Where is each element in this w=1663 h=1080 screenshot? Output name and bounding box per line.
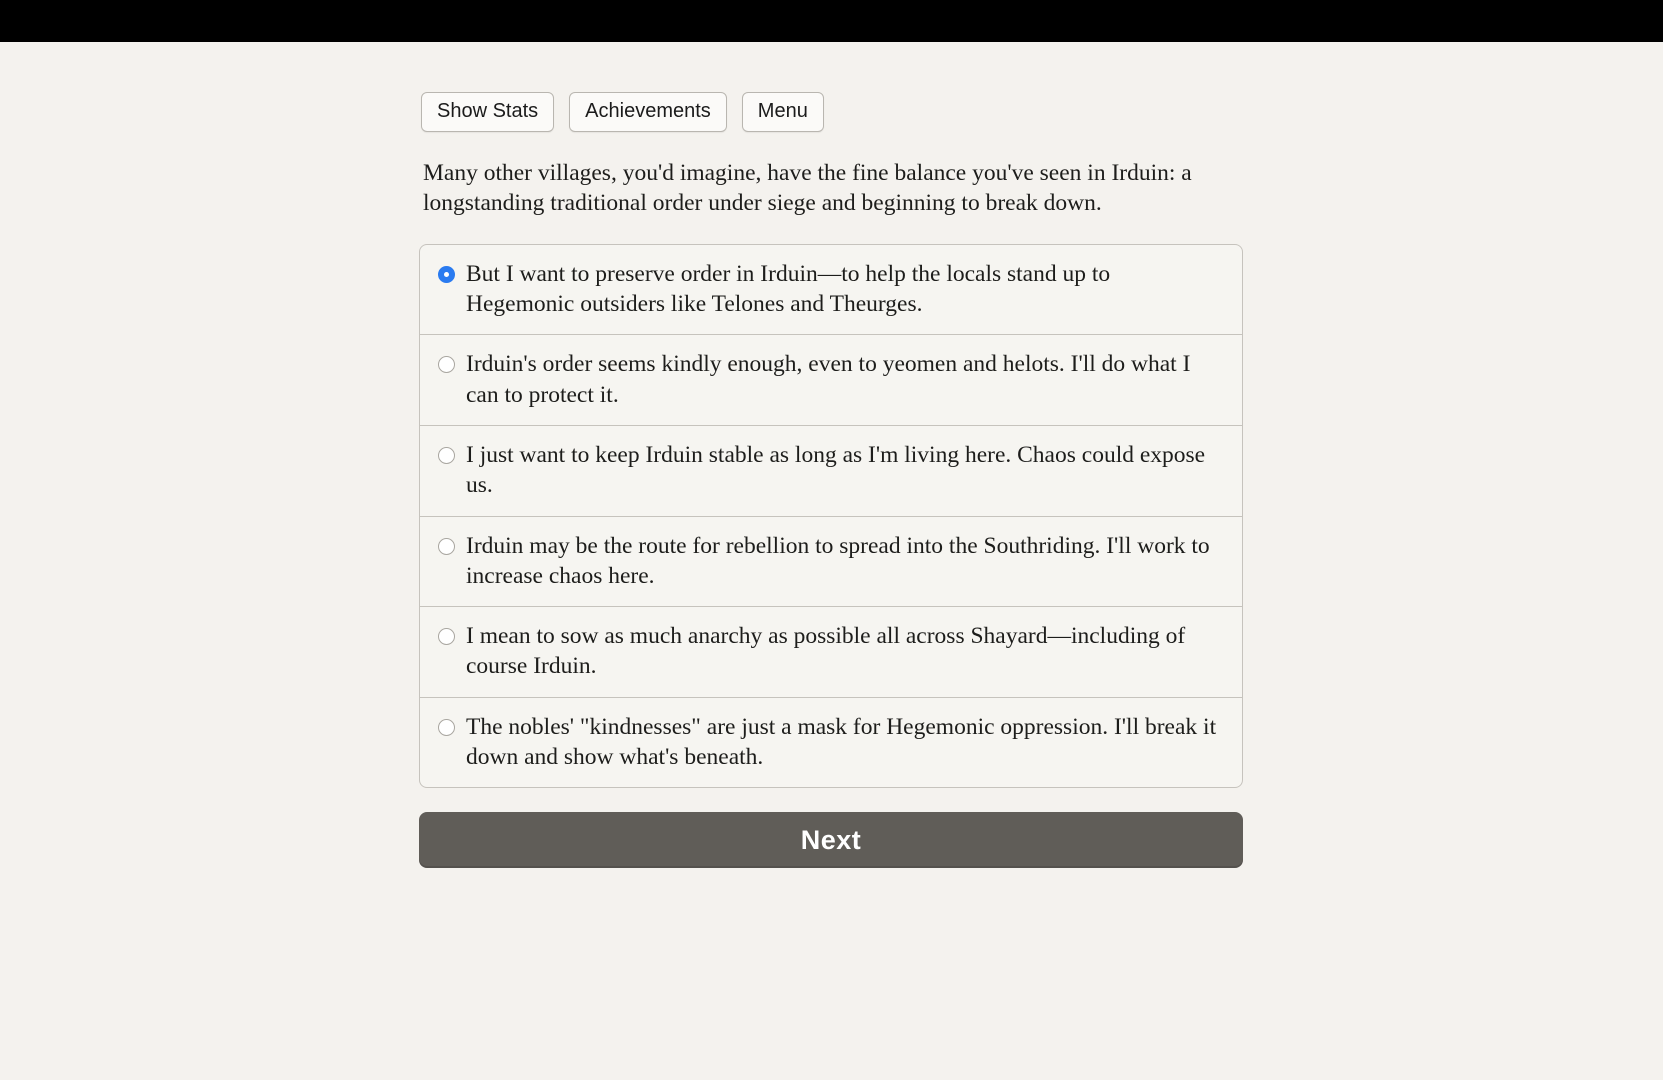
- radio-icon[interactable]: [438, 538, 455, 555]
- list-item[interactable]: [420, 426, 1242, 517]
- list-item[interactable]: [420, 607, 1242, 698]
- list-item[interactable]: [420, 245, 1242, 336]
- story-column: [419, 42, 1243, 868]
- achievements-button[interactable]: Achievements: [569, 92, 727, 132]
- choice-label: Irduin's order seems kindly enough, even to yeomen and helots. I'll do what I can to protect it.: [466, 351, 1191, 408]
- narrative-text: Many other villages, you'd imagine, have the fine balance you've seen in Irduin: a longstanding traditional order under siege and beginning to break down.: [423, 160, 1192, 217]
- choice-label: But I want to preserve order in Irduin—to help the locals stand up to Hegemonic outsiders like Telones and Theurges.: [466, 260, 1111, 317]
- radio-icon-selected[interactable]: [438, 266, 455, 283]
- letterbox-top: [0, 0, 1663, 42]
- list-item[interactable]: [420, 335, 1242, 426]
- choice-label: I just want to keep Irduin stable as long as I'm living here. Chaos could expose us.: [466, 441, 1206, 499]
- list-item[interactable]: [420, 698, 1242, 788]
- choice-list: [419, 244, 1243, 789]
- radio-icon[interactable]: [438, 719, 455, 736]
- story-page: [0, 42, 1663, 1080]
- choice-label: Irduin may be the route for rebellion to spread into the Southriding. I'll work to increase chaos here.: [466, 532, 1210, 589]
- radio-icon[interactable]: [438, 628, 455, 645]
- next-button[interactable]: Next: [419, 812, 1243, 868]
- toolbar: [419, 42, 1243, 132]
- show-stats-button[interactable]: Show Stats: [421, 92, 554, 132]
- menu-button[interactable]: Menu: [742, 92, 824, 132]
- choice-label: The nobles' "kindnesses" are just a mask for Hegemonic oppression. I'll break it down and show what's beneath.: [466, 713, 1217, 771]
- radio-icon[interactable]: [438, 447, 455, 464]
- list-item[interactable]: [420, 517, 1242, 608]
- radio-icon[interactable]: [438, 356, 455, 373]
- choice-label: I mean to sow as much anarchy as possible all across Shayard—including of course Irduin.: [466, 623, 1186, 680]
